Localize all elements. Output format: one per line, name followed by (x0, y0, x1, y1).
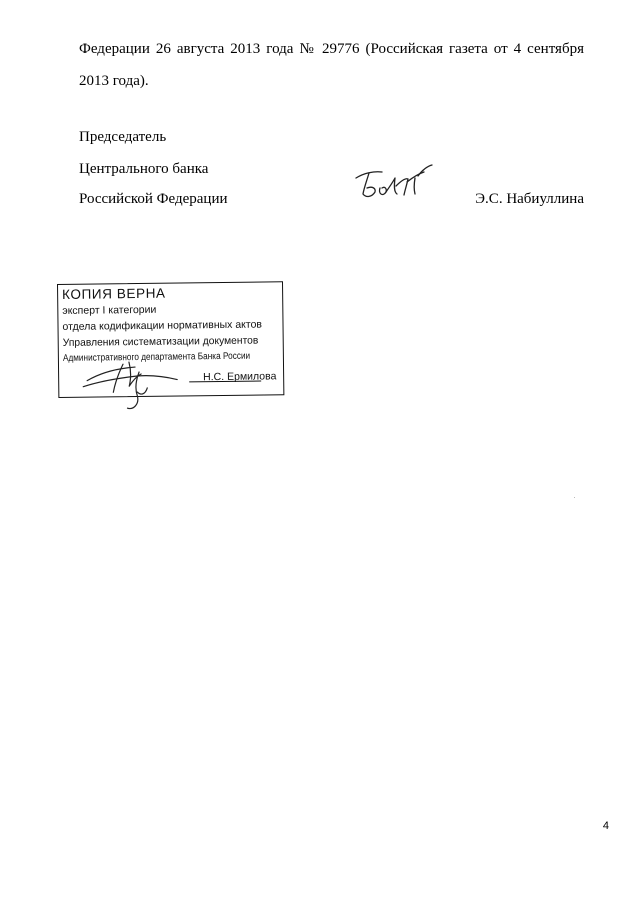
stamp-line-3: Управления систематизации документов (62, 334, 259, 349)
signatory-name: Э.С. Набиуллина (475, 191, 584, 207)
stamp-line-2: отдела кодификации нормативных актов (62, 318, 263, 333)
certified-copy-stamp (57, 281, 284, 398)
stamp-signature-icon (79, 353, 190, 414)
stamp-name: Н.С. Ермилова (203, 370, 277, 384)
stamp-line-4: Административного департамента Банка России (62, 350, 251, 364)
stamp-title: КОПИЯ ВЕРНА (62, 285, 166, 302)
signatory-position-line-3: Российской Федерации (79, 191, 228, 207)
body-text-line-1: Федерации 26 августа 2013 года № 29776 (Российская газета от 4 сентября (79, 41, 584, 57)
stamp-line-1: эксперт I категории (62, 303, 157, 317)
handwritten-signature-icon (352, 164, 438, 210)
page-number: 4 (602, 820, 609, 832)
signatory-position-line-1: Председатель (79, 129, 167, 145)
scan-speck (574, 497, 575, 498)
signatory-position-line-2: Центрального банка (79, 161, 209, 177)
body-text-line-2: 2013 года). (79, 73, 149, 89)
